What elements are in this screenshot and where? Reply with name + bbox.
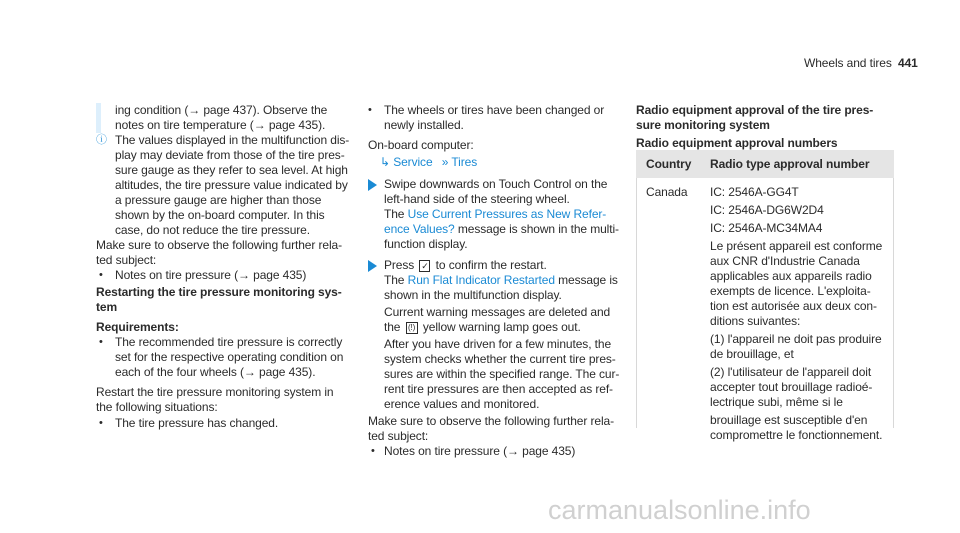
table-cell: ditions suivantes: bbox=[710, 314, 801, 328]
bullet-dot: • bbox=[371, 445, 375, 457]
cross-reference-link[interactable]: Notes on tire pressure (→ page 435) bbox=[384, 444, 576, 458]
info-line: altitudes, the tire pressure value indicated by bbox=[115, 178, 348, 192]
table-cell: exempts de licence. L'exploita- bbox=[710, 284, 871, 298]
requirement-text: set for the respective operating condition on bbox=[115, 350, 344, 364]
table-caption: Radio equipment approval numbers bbox=[636, 136, 838, 150]
continuation-bar bbox=[96, 103, 101, 133]
info-line: play may deviate from those of the tire pres- bbox=[115, 148, 345, 162]
bullet-dot: • bbox=[368, 104, 372, 116]
info-line: shown by the on-board computer. In this bbox=[115, 208, 325, 222]
step-text: Current warning messages are deleted and bbox=[384, 305, 611, 319]
further-subject-text: Make sure to observe the following further rela- bbox=[368, 414, 614, 428]
double-chevron-icon: » bbox=[441, 155, 449, 169]
menu-tires: Tires bbox=[451, 155, 478, 169]
section-heading: tem bbox=[96, 300, 118, 314]
display-message: ence Values? bbox=[384, 222, 455, 236]
table-cell: IC: 2546A-MC34MA4 bbox=[710, 221, 823, 235]
page-number: 441 bbox=[898, 56, 918, 70]
section-heading: Radio equipment approval of the tire pres- bbox=[636, 103, 874, 117]
step-text: system checks whether the current tire pres- bbox=[384, 352, 616, 366]
info-line: case, do not reduce the tire pressure. bbox=[115, 223, 310, 237]
tire-pressure-warning-lamp-icon: (!) bbox=[406, 322, 418, 334]
further-subject-text: Make sure to observe the following further rela- bbox=[96, 238, 342, 252]
section-heading: Restarting the tire pressure monitoring sys- bbox=[96, 285, 342, 299]
table-cell-country: Canada bbox=[646, 185, 688, 199]
running-header-section: Wheels and tires bbox=[804, 56, 892, 70]
step-text: sures are within the specified range. The cur- bbox=[384, 367, 620, 381]
column-header-country: Country bbox=[646, 157, 692, 171]
table-cell: tion est autorisée aux deux con- bbox=[710, 299, 877, 313]
info-line: a pressure gauge are higher than those bbox=[115, 193, 322, 207]
info-line: The values displayed in the multifunction dis- bbox=[115, 133, 350, 147]
submenu-arrow-icon: ↳ bbox=[380, 155, 390, 169]
further-subject-text: ted subject: bbox=[368, 429, 429, 443]
step-text: Press ✓ to confirm the restart. bbox=[384, 258, 547, 272]
list-item: newly installed. bbox=[384, 118, 464, 132]
watermark: carmanualsonline.info bbox=[548, 495, 811, 525]
text-line: notes on tire temperature (→ page 435). bbox=[115, 118, 326, 132]
menu-service: Service bbox=[393, 155, 433, 169]
section-heading: sure monitoring system bbox=[636, 118, 770, 132]
text-line: Restart the tire pressure monitoring system in bbox=[96, 385, 334, 399]
column-header-approval: Radio type approval number bbox=[710, 157, 870, 171]
further-subject-text: ted subject: bbox=[96, 253, 157, 267]
ok-key-icon: ✓ bbox=[421, 260, 429, 271]
table-cell: (2) l'utilisateur de l'appareil doit bbox=[710, 365, 872, 379]
display-message: Run Flat Indicator Restarted bbox=[407, 273, 555, 287]
info-icon: ⓘ bbox=[96, 134, 107, 146]
table-cell: lectrique subi, même si le bbox=[710, 395, 843, 409]
requirement-text: each of the four wheels (→ page 435). bbox=[115, 365, 316, 379]
table-cell: aux CNR d'Industrie Canada bbox=[710, 254, 860, 268]
bullet-dot: • bbox=[99, 336, 103, 348]
step-text: The Run Flat Indicator Restarted message is bbox=[384, 273, 618, 287]
cross-reference-link[interactable]: Notes on tire pressure (→ page 435) bbox=[115, 268, 307, 282]
step-text: The Use Current Pressures as New Refer- bbox=[384, 207, 607, 221]
table-cell: de brouillage, et bbox=[710, 347, 794, 361]
onboard-label: On-board computer: bbox=[368, 138, 474, 152]
requirement-text: The recommended tire pressure is correctly bbox=[115, 335, 343, 349]
table-border bbox=[636, 178, 637, 428]
bullet-dot: • bbox=[99, 417, 103, 429]
text-line: ing condition (→ page 437). Observe the bbox=[115, 103, 328, 117]
info-line: sure gauge as they refer to sea level. At high bbox=[115, 163, 348, 177]
step-text: Swipe downwards on Touch Control on the bbox=[384, 177, 608, 191]
action-step-icon bbox=[368, 259, 377, 271]
text-line: the following situations: bbox=[96, 400, 218, 414]
menu-path bbox=[380, 155, 477, 170]
table-cell: IC: 2546A-DG6W2D4 bbox=[710, 203, 824, 217]
step-text: ence Values? message is shown in the multi- bbox=[384, 222, 619, 236]
table-cell: compromettre le fonctionnement. bbox=[710, 428, 883, 442]
step-text: the (!) yellow warning lamp goes out. bbox=[384, 320, 581, 334]
step-text: left-hand side of the steering wheel. bbox=[384, 192, 570, 206]
display-message: Use Current Pressures as New Refer- bbox=[407, 207, 607, 221]
bullet-dot: • bbox=[99, 269, 103, 281]
step-text: erence values and monitored. bbox=[384, 397, 540, 411]
table-cell: IC: 2546A-GG4T bbox=[710, 185, 799, 199]
table-cell: (1) l'appareil ne doit pas produire bbox=[710, 332, 882, 346]
table-cell: brouillage est susceptible d'en bbox=[710, 413, 868, 427]
list-item: The wheels or tires have been changed or bbox=[384, 103, 605, 117]
requirements-label: Requirements: bbox=[96, 320, 179, 334]
step-text: After you have driven for a few minutes, the bbox=[384, 337, 612, 351]
step-text: rent tire pressures are then accepted as ref- bbox=[384, 382, 613, 396]
action-step-icon bbox=[368, 178, 377, 190]
step-text: shown in the multifunction display. bbox=[384, 288, 562, 302]
list-item: The tire pressure has changed. bbox=[115, 416, 279, 430]
table-border bbox=[893, 178, 894, 428]
table-cell: applicables aux appareils radio bbox=[710, 269, 872, 283]
step-text: function display. bbox=[384, 237, 468, 251]
table-cell: Le présent appareil est conforme bbox=[710, 239, 883, 253]
table-cell: accepter tout brouillage radioé- bbox=[710, 380, 873, 394]
